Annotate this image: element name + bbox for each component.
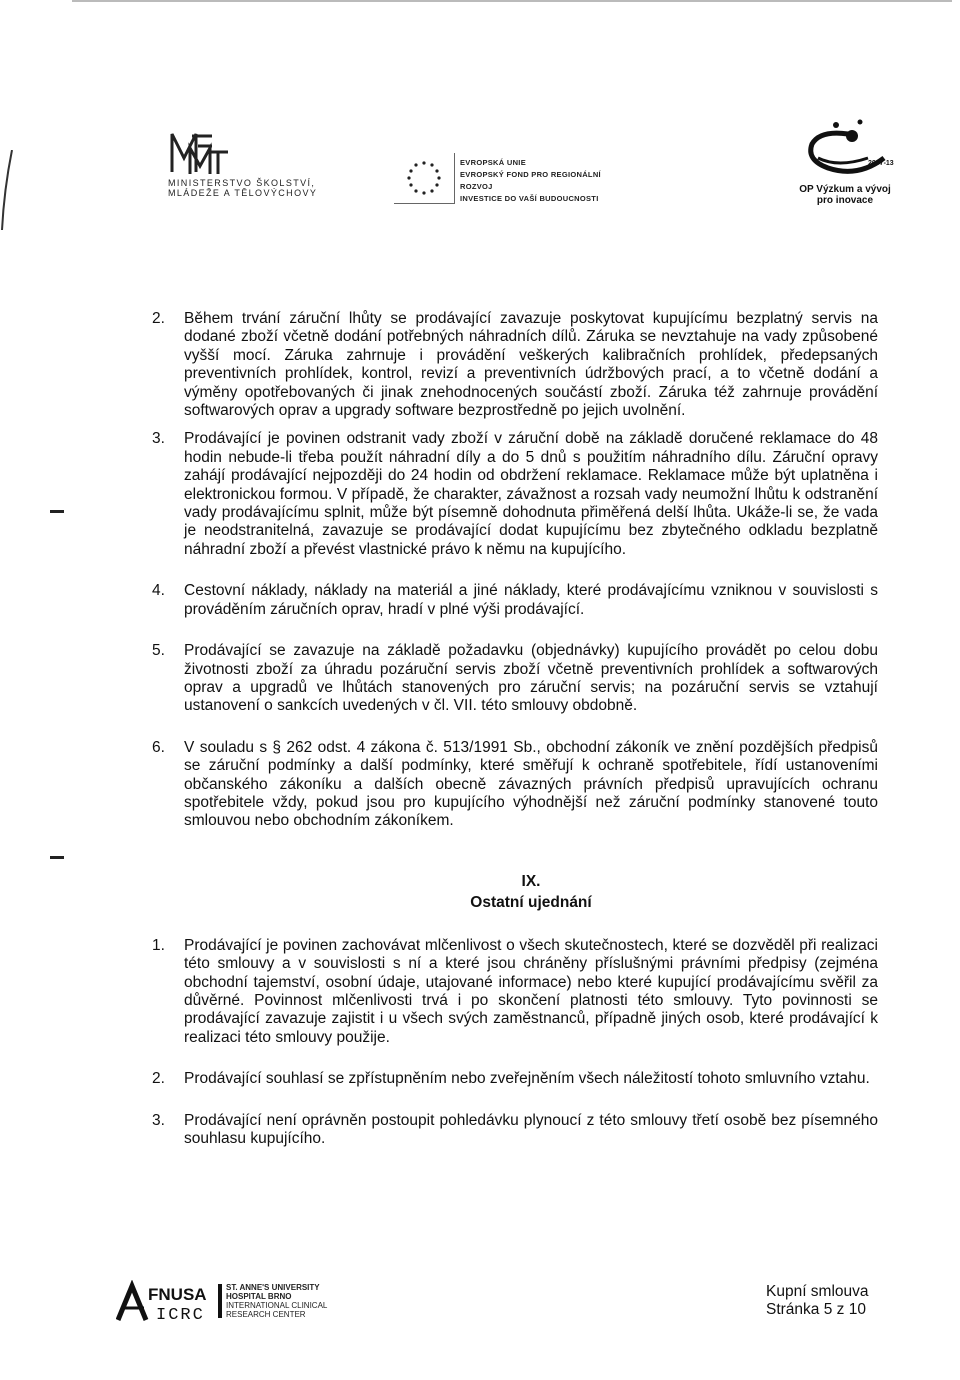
op-text: [790, 184, 900, 206]
clause-number: 3.: [152, 1111, 165, 1129]
clause-number: 3.: [152, 430, 165, 448]
footer-doc-info: [766, 1283, 906, 1319]
eu-line3: INVESTICE DO VAŠÍ BUDOUCNOSTI: [460, 194, 599, 203]
msmt-line1: MINISTERSTVO ŠKOLSTVÍ,: [168, 178, 316, 188]
op-vavpi-logo-block: [790, 118, 910, 206]
msmt-logo-icon: [168, 128, 238, 176]
top-rule: [72, 0, 952, 2]
fnusa-icrc-logo-icon: [116, 1280, 224, 1322]
org-line4: RESEARCH CENTER: [226, 1310, 306, 1319]
org-line2: HOSPITAL BRNO: [226, 1292, 292, 1301]
msmt-logo-block: [168, 128, 328, 198]
clause-5: [152, 642, 878, 716]
eu-line2: EVROPSKÝ FOND PRO REGIONÁLNÍ ROZVOJ: [460, 170, 601, 191]
doc-title: Kupní smlouva: [766, 1283, 869, 1300]
clause-2: [152, 310, 878, 420]
fnusa-icrc-logo: [116, 1280, 356, 1322]
clause-ix-1: [152, 937, 878, 1047]
clause-number: 5.: [152, 642, 165, 660]
page-number: Stránka 5 z 10: [766, 1301, 866, 1318]
margin-mark: [50, 856, 64, 859]
eu-line1: EVROPSKÁ UNIE: [460, 158, 526, 167]
clause-3: [152, 430, 878, 559]
clause-text: V souladu s § 262 odst. 4 zákona č. 513/1991 Sb., obchodní zákoník ve znění pozdějších předpisů se záruční podmínky a další podmínky, které směřují k ochraně spotřebitele, řídí ustanoveními občanského zákoníku a dalších obecně závazných právních předpisů upravujících ochranu spotřebitele vždy, pokud jsou pro kupujícího výhodnější než záruční podmínky stanovené touto smlouvou nebo obchodním zákoníkem.: [184, 738, 878, 830]
clause-ix-2: [152, 1070, 878, 1088]
clause-text: Prodávající se zavazuje na základě požadavku (objednávky) kupujícího provádět po celou dobu životnosti zboží za úhradu pozáruční servis zboží včetně preventivních prohlídek a softwarových oprav a upgradů ve lhůtách stanovených pro záruční servis; na pozáruční servis se vztahují ustanovení o sankcích uvedených v čl. VII. této smlouvy obdobně.: [184, 642, 878, 715]
clause-number: 6.: [152, 738, 165, 756]
section-heading: [184, 871, 878, 913]
clause-number: 1.: [152, 936, 165, 954]
scan-edge-mark: [0, 150, 14, 230]
clause-4: [152, 582, 878, 619]
section-title: Ostatní ujednání: [470, 893, 592, 911]
contract-body: [152, 310, 878, 1148]
op-line2: pro inovace: [816, 195, 874, 206]
clause-text: Prodávající souhlasí se zpřístupněním nebo zveřejněním všech náležitostí tohoto smluvního vztahu.: [184, 1070, 870, 1088]
clause-text: Prodávající není oprávněn postoupit pohledávku plynoucí z této smlouvy třetí osobě bez písemného souhlasu kupujícího.: [184, 1111, 878, 1147]
eu-text: [460, 157, 624, 205]
clause-number: 2.: [152, 1070, 165, 1088]
org-line3: INTERNATIONAL CLINICAL: [226, 1301, 328, 1310]
clause-number: 4.: [152, 582, 165, 600]
section-roman: IX.: [521, 872, 541, 890]
msmt-name: [168, 178, 328, 198]
fnusa-org-text: [226, 1283, 327, 1319]
clause-number: 2.: [152, 310, 165, 327]
margin-mark: [50, 510, 64, 513]
clause-6: [152, 739, 878, 831]
icrc-brand: ICRC: [156, 1306, 205, 1322]
clause-text: Cestovní náklady, náklady na materiál a jiné náklady, které prodávajícímu vzniknou v souvislosti s prováděním záručních oprav, hradí v plné výši prodávající.: [184, 582, 878, 618]
clause-text: Během trvání záruční lhůty se prodávající zavazuje poskytovat kupujícímu bezplatný servis na dodané zboží včetně dodání potřebných náhradních dílů. Záruka se nevztahuje na vady způsobené vyšší mocí. Záruka zahrnuje i provádění veškerých kalibračních prohlídek, předepsaných preventivních prohlídek, kontrol, revizí a preventivních údržbových prací, a to včetně dodání a výměny opotřebovaných či jinak znehodnocených součástí zboží. Záruka též zahrnuje provádění softwarových oprav a upgrady software bezprostředně po jejich uvolnění.: [184, 310, 878, 420]
fnusa-brand: FNUSA: [148, 1285, 207, 1304]
clause-text: Prodávající je povinen odstranit vady zboží v záruční době na základě doručené reklamace do 48 hodin nebude-li třeba použít náhradní díly a do 5 dnů s použitím náhradního dílu. Záruční opravy zahájí prodávající nejpozději do 24 hodin od obdržení reklamace. Reklamace může být uplatněna i elektronickou formou. V případě, že charakter, závažnost a rozsah vady neumožní lhůtu k odstranění vady prodávajícímu splnit, může být písemně dohodnuta přiměřená delší lhůta. Ukáže-li se, že vada je neodstranitelná, zavazuje se prodávající dodat kupujícímu bez zbytečného odkladu bezplatně náhradní zboží a převést vlastnické právo k němu na kupujícího.: [184, 430, 878, 558]
clause-ix-3: [152, 1112, 878, 1149]
org-line1: ST. ANNE'S UNIVERSITY: [226, 1283, 320, 1292]
msmt-line2: MLÁDEŽE A TĚLOVÝCHOVY: [168, 188, 318, 198]
op-line1: OP Výzkum a vývoj: [799, 184, 891, 195]
eu-flag-icon: [394, 153, 455, 204]
op-vavpi-logo-icon: [798, 118, 898, 184]
clause-text: Prodávající je povinen zachovávat mlčenlivost o všech skutečnostech, které se dozvěděl při realizaci této smlouvy a v souvislosti s ní a které jsou chráněny příslušnými právními předpisy (zejména obchodní tajemství, osobní údaje, utajované informace) nebo které kupující prodávajícímu svěřil za důvěrné. Povinnost mlčenlivosti trvá i po skončení platnosti této smlouvy. Tyto povinnosti se prodávající zavazuje zajistit i u všech svých zaměstnanců, případně jiných osob, které prodávající k realizaci této smlouvy použije.: [184, 936, 878, 1046]
eu-logo-block: [394, 153, 624, 203]
op-year: 2007-13: [868, 160, 894, 167]
